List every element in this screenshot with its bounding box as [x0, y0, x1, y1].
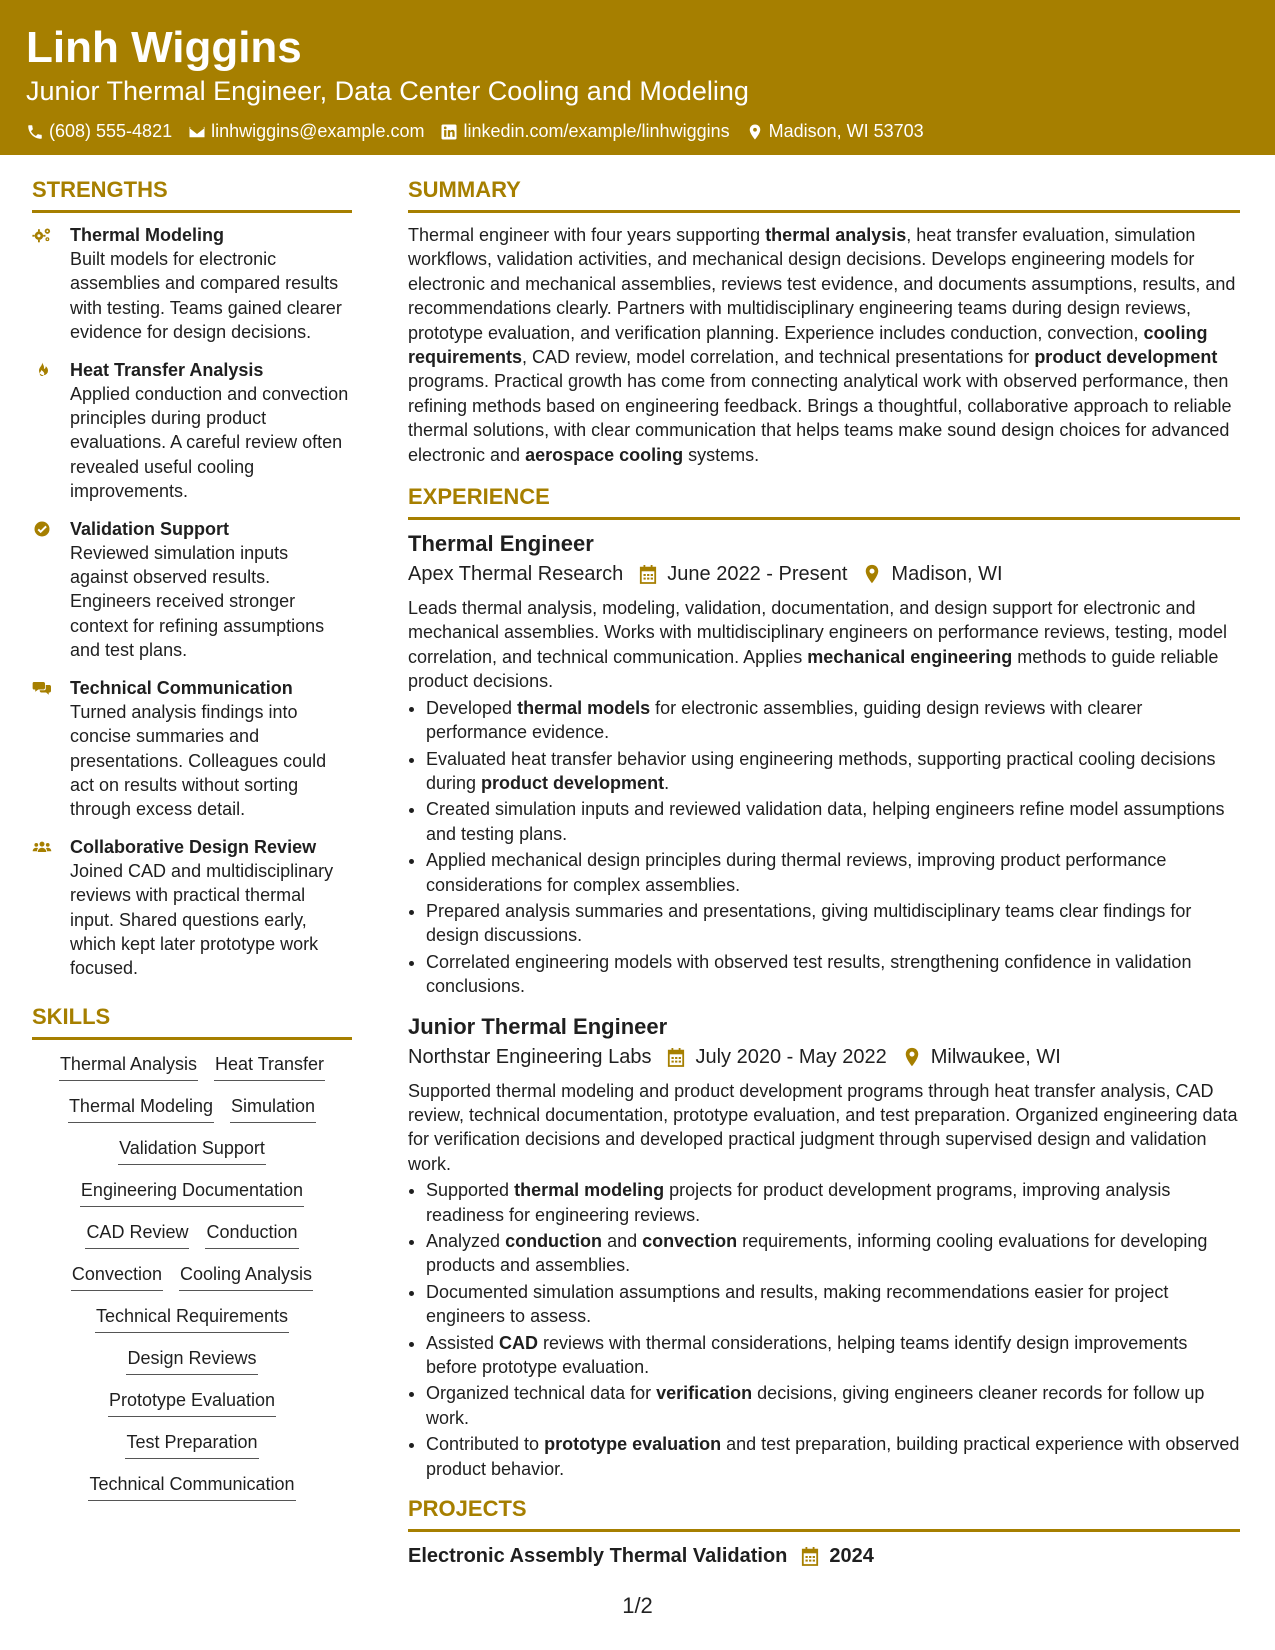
contact-email[interactable]	[188, 121, 424, 142]
job-bullet-emphasis: thermal models	[517, 697, 651, 718]
skills-heading: SKILLS	[32, 1003, 352, 1040]
job-bullets	[408, 1178, 1240, 1481]
job-bullet-segment: requirements, informing cooling evaluations for developing products and assemblies.	[426, 1231, 1208, 1276]
strengths-heading: STRENGTHS	[32, 176, 352, 213]
summary-emphasis: cooling requirements	[408, 322, 1208, 368]
job-bullet-segment: Analyzed	[426, 1231, 506, 1251]
skill-row	[60, 1092, 324, 1123]
job-dates: June 2022 - Present	[667, 563, 848, 586]
skill-tag: Engineering Documentation	[80, 1176, 304, 1207]
skill-row	[63, 1260, 321, 1291]
strength-description: Joined CAD and multidisciplinary reviews with practical thermal input. Shared questions early, which kept later prototype work focused.	[70, 860, 334, 979]
job-location: Madison, WI	[891, 563, 1003, 586]
left-column	[32, 176, 352, 1512]
summary-text	[408, 223, 1240, 467]
skill-tag: Cooling Analysis	[179, 1260, 313, 1291]
skill-tag: Thermal Modeling	[68, 1092, 214, 1123]
job-bullet-emphasis: product development	[481, 772, 665, 793]
candidate-name: Linh Wiggins	[26, 23, 302, 72]
strength-name: Validation Support	[70, 518, 230, 539]
strength-name: Thermal Modeling	[70, 225, 225, 245]
job-description	[408, 1079, 1240, 1177]
job-bullet	[426, 1280, 1240, 1329]
phone-icon	[26, 123, 44, 141]
job-description-segment: Leads thermal analysis, modeling, validation, documentation, and design support for electronic and mechanical assemblies. Works with multidisciplinary engineers on performance reviews, testing, model correlation, and technical communication. Applies	[408, 598, 1228, 667]
gears-icon	[32, 223, 58, 345]
contact-bar	[26, 121, 1249, 142]
strength-item	[32, 223, 352, 345]
job-bullet-segment: and	[602, 1231, 643, 1251]
job-bullet-emphasis: prototype evaluation	[544, 1434, 722, 1455]
job-bullet-segment: Supported	[426, 1180, 515, 1201]
projects-heading: PROJECTS	[408, 1495, 1240, 1532]
check-circle-icon	[32, 517, 58, 663]
users-icon	[32, 835, 58, 981]
map-pin-icon	[746, 123, 764, 141]
skill-tag: Thermal Analysis	[59, 1050, 198, 1081]
strength-body	[70, 223, 350, 345]
envelope-icon	[188, 123, 206, 141]
job-description-emphasis: mechanical engineering	[807, 646, 1013, 667]
job-bullet-segment: Contributed to	[426, 1434, 545, 1455]
job-entry	[408, 1013, 1240, 1482]
skill-row	[117, 1428, 266, 1459]
summary-heading: SUMMARY	[408, 176, 1240, 213]
skill-tag: Convection	[71, 1260, 163, 1291]
calendar-icon	[667, 1047, 685, 1067]
map-pin-icon	[863, 564, 881, 584]
job-title: Thermal Engineer	[408, 531, 594, 557]
strengths-list	[32, 223, 352, 981]
contact-location	[746, 121, 924, 142]
contact-phone[interactable]	[26, 121, 172, 142]
resume-header	[0, 0, 1275, 155]
summary-segment: Thermal engineer with four years supporting	[408, 225, 766, 245]
job-company: Apex Thermal Research	[408, 563, 624, 586]
skill-row	[110, 1134, 274, 1165]
job-description-segment: methods to guide reliable product decisions.	[408, 646, 1219, 692]
job-meta	[408, 1043, 1240, 1071]
right-column	[408, 176, 1240, 1570]
strength-description: Reviewed simulation inputs against observed results. Engineers received stronger context for refining assumptions and test plans.	[70, 542, 325, 661]
strength-name: Collaborative Design Review	[70, 836, 317, 857]
projects-list	[408, 1542, 1240, 1570]
candidate-title: Junior Thermal Engineer, Data Center Cooling and Modeling	[26, 76, 749, 106]
job-bullet-segment: for electronic assemblies, guiding design reviews with clearer performance evidence.	[426, 697, 1143, 743]
strength-item	[32, 676, 352, 822]
job-bullet-segment: Created simulation inputs and reviewed validation data, helping engineers refine model assumptions and testing plans.	[426, 799, 1225, 844]
summary-emphasis: aerospace cooling	[525, 444, 684, 465]
job-bullet-segment: Organized technical data for	[426, 1383, 657, 1404]
strength-item	[32, 517, 352, 663]
strength-body	[70, 676, 350, 822]
job-bullet-segment: Developed	[426, 697, 518, 718]
job-description	[408, 596, 1240, 694]
skill-tag: Technical Requirements	[95, 1302, 289, 1333]
map-pin-icon	[903, 1047, 921, 1067]
job-dates: July 2020 - May 2022	[695, 1045, 887, 1068]
skill-row	[80, 1470, 303, 1501]
linkedin-icon	[440, 123, 458, 141]
job-bullet	[426, 1178, 1240, 1227]
job-bullet-emphasis: convection	[642, 1231, 738, 1251]
skills-list	[32, 1050, 352, 1512]
job-bullet-emphasis: thermal modeling	[514, 1180, 665, 1201]
flame-icon	[32, 358, 58, 504]
strength-name: Heat Transfer Analysis	[70, 359, 264, 380]
strength-item	[32, 358, 352, 504]
job-bullet	[426, 1229, 1240, 1278]
skill-tag: Test Preparation	[125, 1428, 258, 1459]
job-company: Northstar Engineering Labs	[408, 1045, 652, 1068]
skill-tag: Design Reviews	[126, 1344, 257, 1375]
job-description-segment: Supported thermal modeling and product development programs through heat transfer analysis, CAD review, technical documentation, prototype evaluation, and test preparation. Organized engineering data for verification decisions and developed practical judgment through supervised design and validation work.	[408, 1080, 1238, 1174]
job-bullet-segment: Prepared analysis summaries and presentations, giving multidisciplinary teams clear findings for design discussions.	[426, 900, 1192, 946]
experience-heading: EXPERIENCE	[408, 483, 1240, 520]
job-bullet	[426, 1381, 1240, 1430]
skill-row	[118, 1344, 265, 1375]
job-bullet	[426, 1331, 1240, 1380]
contact-location-text: Madison, WI 53703	[768, 121, 924, 141]
job-bullet	[426, 797, 1240, 846]
summary-segment: , CAD review, model correlation, and technical presentations for	[522, 347, 1035, 368]
job-bullet-segment: Assisted	[426, 1332, 500, 1353]
job-bullet	[426, 1432, 1240, 1481]
job-bullets	[408, 696, 1240, 999]
job-bullet-segment: reviews with thermal considerations, helping teams identify design improvements before prototype evaluation.	[426, 1332, 1188, 1378]
job-bullet	[426, 696, 1240, 745]
strength-description: Applied conduction and convection principles during product evaluations. A careful review often revealed useful cooling improvements.	[70, 383, 349, 502]
project-name: Electronic Assembly Thermal Validation	[408, 1545, 788, 1568]
job-bullet-emphasis: verification	[656, 1383, 753, 1404]
job-bullet-segment: projects for product development programs, improving analysis readiness for engineering reviews.	[426, 1180, 1171, 1225]
job-location: Milwaukee, WI	[930, 1045, 1061, 1068]
strength-description: Turned analysis findings into concise summaries and presentations. Colleagues could act on results without sorting through excess detail.	[70, 701, 327, 820]
strength-name: Technical Communication	[70, 677, 293, 698]
job-bullet-segment: Correlated engineering models with observed test results, strengthening confidence in validation conclusions.	[426, 951, 1192, 997]
skill-row	[100, 1386, 284, 1417]
strength-description: Built models for electronic assemblies and compared results with testing. Teams gained clearer evidence for design decisions.	[70, 249, 342, 343]
job-bullet-emphasis: CAD	[499, 1332, 539, 1353]
job-bullet-segment: Applied mechanical design principles during thermal reviews, improving product performance considerations for complex assemblies.	[426, 850, 1167, 895]
skill-tag: Validation Support	[118, 1134, 266, 1165]
skill-row	[51, 1050, 333, 1081]
summary-segment: programs. Practical growth has come from connecting analytical work with observed performance, then refining methods based on engineering feedback. Brings a thoughtful, collaborative approach to reliable thermal solutions, with clear communication that helps teams make sound design choices for advanced electronic and	[408, 371, 1232, 465]
skill-tag: Technical Communication	[88, 1470, 295, 1501]
skill-row	[77, 1218, 306, 1249]
calendar-icon	[801, 1546, 819, 1566]
contact-linkedin-text: linkedin.com/example/linhwiggins	[463, 121, 730, 141]
summary-segment: , heat transfer evaluation, simulation workflows, validation activities, and mechanical design decisions. Develops engineering models for electronic and mechanical assemblies, reviews test evidence, and documents assumptions, results, and recommendations clearly. Partners with multidisciplinary engineering teams during design reviews, prototype evaluation, and verification planning. Experience includes conduction, convection,	[408, 225, 1236, 343]
skill-tag: Conduction	[205, 1218, 298, 1249]
skill-row	[72, 1176, 312, 1207]
page-number: 1/2	[622, 1593, 653, 1618]
calendar-icon	[639, 564, 657, 584]
jobs-list	[408, 530, 1240, 1481]
skill-tag: Simulation	[230, 1092, 316, 1123]
chat-bubbles-icon	[32, 676, 58, 822]
summary-emphasis: thermal analysis	[765, 225, 907, 245]
summary-emphasis: product development	[1034, 347, 1218, 368]
job-bullet-segment: decisions, giving engineers cleaner records for follow up work.	[426, 1383, 1205, 1428]
job-bullet-segment: and test preparation, building practical experience with observed product behavior.	[426, 1434, 1240, 1479]
skill-row	[87, 1302, 297, 1333]
strength-body	[70, 517, 350, 663]
strength-body	[70, 835, 350, 981]
strength-body	[70, 358, 350, 504]
job-meta	[408, 560, 1240, 588]
skill-tag: Heat Transfer	[214, 1050, 325, 1081]
contact-phone-text: (608) 555-4821	[49, 121, 173, 141]
job-bullet	[426, 848, 1240, 897]
job-bullet-emphasis: conduction	[505, 1231, 603, 1251]
job-title: Junior Thermal Engineer	[408, 1013, 668, 1039]
job-bullet-segment: .	[664, 772, 670, 793]
job-bullet	[426, 950, 1240, 999]
job-bullet	[426, 899, 1240, 948]
contact-email-text: linhwiggins@example.com	[211, 121, 425, 141]
project-entry	[408, 1542, 1240, 1570]
contact-linkedin[interactable]	[440, 121, 729, 142]
job-entry	[408, 530, 1240, 999]
summary-segment: systems.	[683, 444, 760, 465]
project-year: 2024	[829, 1545, 874, 1568]
skill-tag: Prototype Evaluation	[108, 1386, 276, 1417]
strength-item	[32, 835, 352, 981]
job-bullet-segment: Evaluated heat transfer behavior using engineering methods, supporting practical cooling decisions during	[426, 748, 1216, 793]
job-bullet-segment: Documented simulation assumptions and results, making recommendations easier for project engineers to assess.	[426, 1281, 1169, 1327]
skill-tag: CAD Review	[85, 1218, 189, 1249]
job-bullet	[426, 747, 1240, 796]
